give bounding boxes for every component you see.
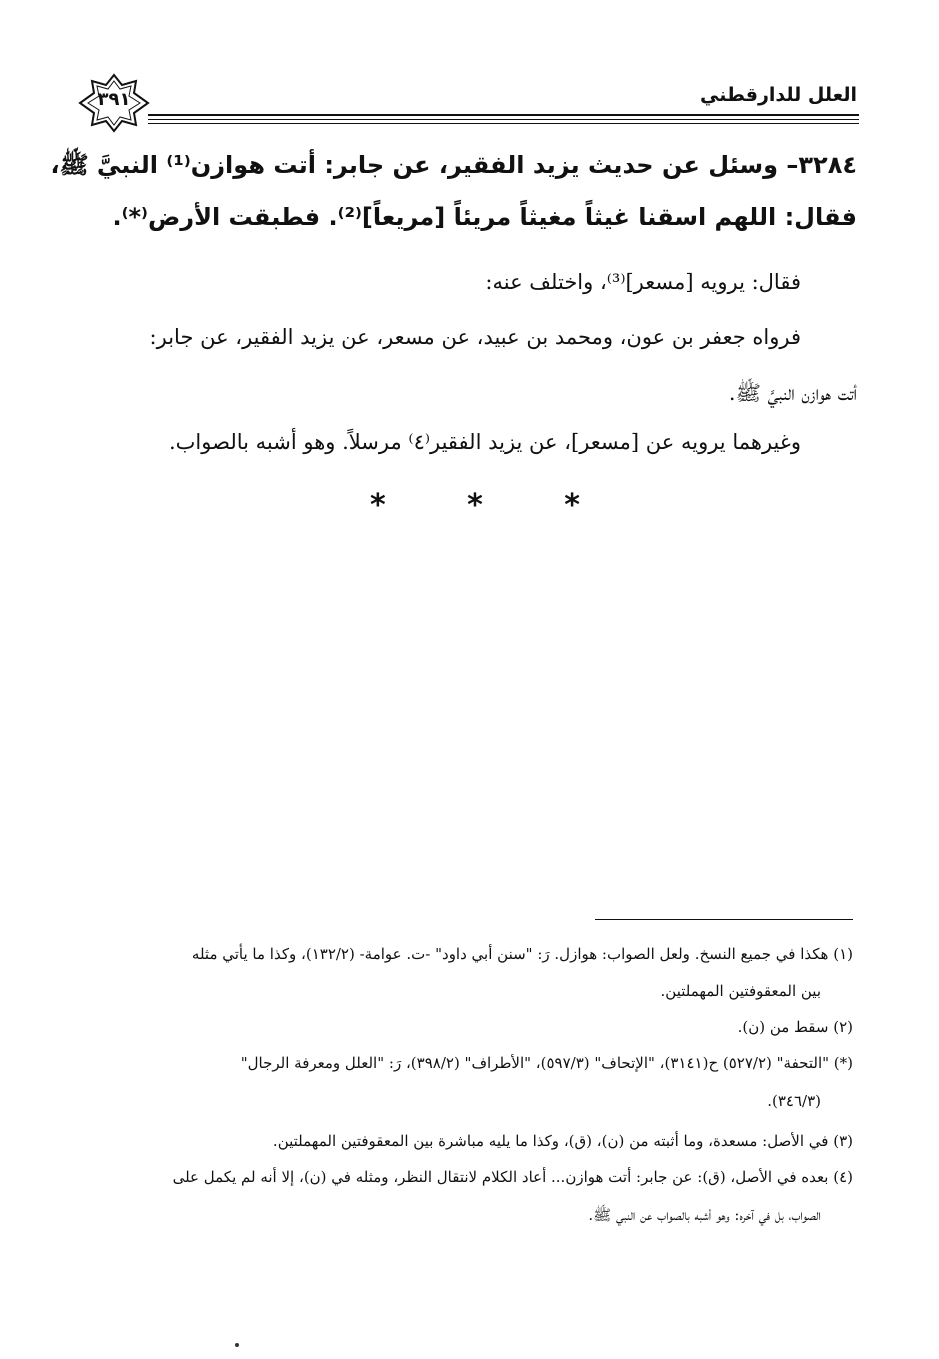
section-separator — [370, 488, 580, 523]
footnote-star: (*) "التحفة" (٥٢٧/٢) ح(٣١٤١)، "الإتحاف" (٥٩٧/٣)، "الأطراف" (٣٩٨/٢)، رَ: "العلل ومعرفة الرجال" — [240, 1054, 853, 1072]
body-paragraph-3: وغيرهما يرويه عن [مسعر]، عن يزيد الفقير⁽٤⁾ مرسلاً. وهو أشبه بالصواب. — [168, 430, 801, 454]
footnote-4: (٤) بعده في الأصل، (ق): عن جابر: أتت هوازن... أعاد الكلام لانتقال النظر، ومثله في (ن)، إلا أنه لم يكمل على — [172, 1168, 853, 1186]
entry-heading-line-2: فقال: اللهم اسقنا غيثاً مغيثاً مريئاً [مريعاً]⁽²⁾. فطبقت الأرض⁽*⁾. — [112, 203, 857, 231]
page-number-badge — [78, 73, 150, 133]
running-title: العلل للدارقطني — [700, 84, 857, 106]
page-number: ٣٩١ — [97, 89, 131, 110]
body-paragraph-1: فقال: يرويه [مسعر]⁽³⁾، واختلف عنه: — [485, 270, 801, 294]
separator-star: * — [370, 488, 386, 523]
entry-heading-line-1: ٣٢٨٤– وسئل عن حديث يزيد الفقير، عن جابر: أتت هوازن⁽¹⁾ النبيَّ ﷺ، — [50, 151, 857, 179]
body-paragraph-2-line-2: أتت هوازن النبيَّ ﷺ. — [728, 381, 857, 405]
footnote-star-continuation: (٣٤٦/٣). — [767, 1092, 821, 1110]
footnote-2: (٢) سقط من (ن). — [737, 1018, 853, 1036]
header-rule — [148, 114, 859, 116]
header-rule — [148, 119, 859, 120]
print-speck — [235, 1343, 239, 1347]
footnote-4-continuation: الصواب، بل في آخره: وهو أشبه بالصواب عن النبي ﷺ. — [588, 1206, 821, 1224]
footnote-3: (٣) في الأصل: مسعدة، وما أثبته من (ن)، (ق)، وكذا ما يليه مباشرة بين المعقوفتين المهملتين. — [272, 1132, 853, 1150]
separator-star: * — [564, 488, 580, 523]
separator-star: * — [467, 488, 483, 523]
footnote-rule — [595, 919, 853, 920]
body-paragraph-2-line-1: فرواه جعفر بن عون، ومحمد بن عبيد، عن مسعر، عن يزيد الفقير، عن جابر: — [149, 325, 801, 349]
footnote-1-continuation: بين المعقوفتين المهملتين. — [660, 982, 821, 1000]
footnote-1: (١) هكذا في جميع النسخ. ولعل الصواب: هوازل. رَ: "سنن أبي داود" -ت. عوامة- (١٣٢/٢)، وكذا ما يأتي مثله — [191, 945, 853, 963]
header-rule — [148, 123, 859, 124]
